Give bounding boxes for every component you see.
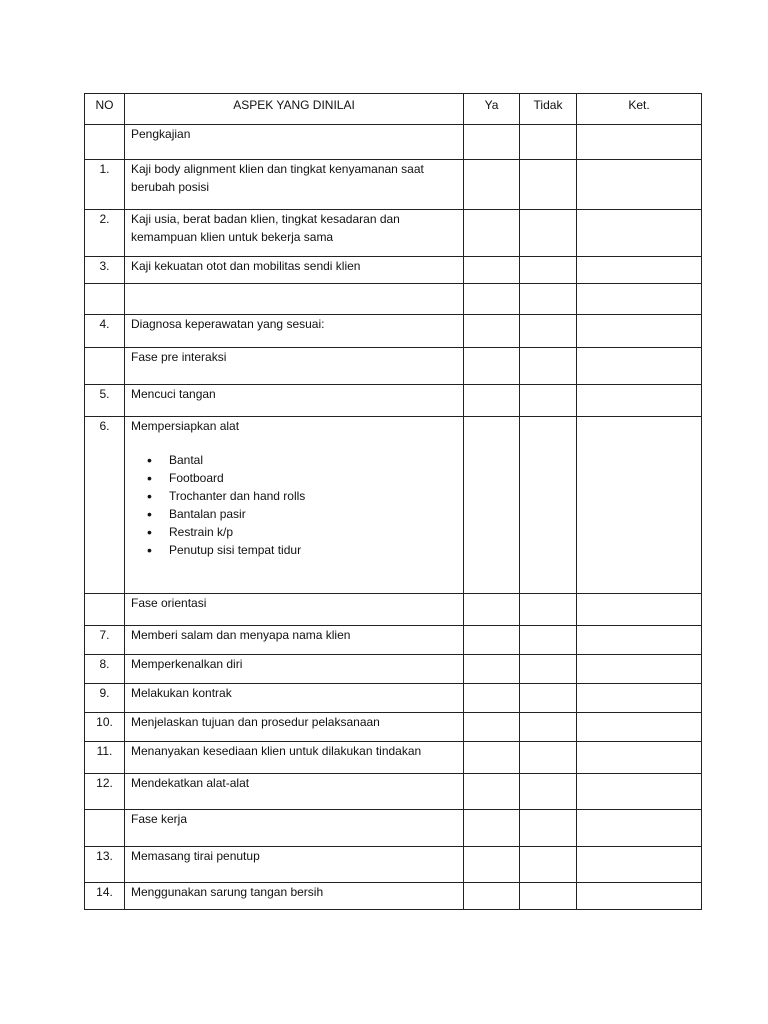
ket-cell[interactable] bbox=[577, 125, 702, 160]
ya-cell[interactable] bbox=[464, 713, 520, 742]
header-ket: Ket. bbox=[577, 94, 702, 125]
table-row bbox=[85, 594, 702, 626]
tidak-cell[interactable] bbox=[520, 125, 577, 160]
assessment-checklist-table bbox=[84, 93, 702, 910]
row-number bbox=[85, 348, 125, 385]
ya-cell[interactable] bbox=[464, 883, 520, 910]
tidak-cell[interactable] bbox=[520, 713, 577, 742]
table-row bbox=[85, 810, 702, 847]
ya-cell[interactable] bbox=[464, 684, 520, 713]
ket-cell[interactable] bbox=[577, 742, 702, 774]
table-header-row bbox=[85, 94, 702, 125]
ket-cell[interactable] bbox=[577, 655, 702, 684]
table-row bbox=[85, 655, 702, 684]
list-item: • Penutup sisi tempat tidur bbox=[169, 541, 457, 559]
aspect-cell bbox=[125, 655, 464, 684]
tidak-cell[interactable] bbox=[520, 684, 577, 713]
aspect-cell bbox=[125, 883, 464, 910]
ket-cell[interactable] bbox=[577, 348, 702, 385]
ya-cell[interactable] bbox=[464, 257, 520, 284]
ket-cell[interactable] bbox=[577, 257, 702, 284]
ya-cell[interactable] bbox=[464, 655, 520, 684]
aspect-text: Kaji kekuatan otot dan mobilitas sendi klien bbox=[131, 259, 361, 273]
table-row bbox=[85, 847, 702, 883]
aspect-cell bbox=[125, 810, 464, 847]
list-item: • Restrain k/p bbox=[169, 523, 457, 541]
ya-cell[interactable] bbox=[464, 284, 520, 315]
ya-cell[interactable] bbox=[464, 594, 520, 626]
aspect-text: Kaji usia, berat badan klien, tingkat kesadaran dan kemampuan klien untuk bekerja sama bbox=[131, 212, 400, 244]
ket-cell[interactable] bbox=[577, 594, 702, 626]
ya-cell[interactable] bbox=[464, 847, 520, 883]
aspect-cell bbox=[125, 257, 464, 284]
ya-cell[interactable] bbox=[464, 160, 520, 210]
ya-cell[interactable] bbox=[464, 385, 520, 417]
aspect-cell bbox=[125, 210, 464, 257]
row-number: 8. bbox=[85, 655, 125, 684]
aspect-cell bbox=[125, 713, 464, 742]
ya-cell[interactable] bbox=[464, 810, 520, 847]
row-number: 13. bbox=[85, 847, 125, 883]
row-number bbox=[85, 284, 125, 315]
aspect-text: Melakukan kontrak bbox=[131, 686, 232, 700]
row-number: 5. bbox=[85, 385, 125, 417]
aspect-cell bbox=[125, 125, 464, 160]
ya-cell[interactable] bbox=[464, 417, 520, 594]
row-number: 1. bbox=[85, 160, 125, 210]
aspect-text: Pengkajian bbox=[131, 127, 191, 141]
table-row bbox=[85, 348, 702, 385]
aspect-cell bbox=[125, 684, 464, 713]
table-row bbox=[85, 774, 702, 810]
ket-cell[interactable] bbox=[577, 626, 702, 655]
tidak-cell[interactable] bbox=[520, 655, 577, 684]
aspect-text: Menjelaskan tujuan dan prosedur pelaksanaan bbox=[131, 715, 380, 729]
row-number: 9. bbox=[85, 684, 125, 713]
ket-cell[interactable] bbox=[577, 160, 702, 210]
tidak-cell[interactable] bbox=[520, 385, 577, 417]
row-number: 2. bbox=[85, 210, 125, 257]
ya-cell[interactable] bbox=[464, 125, 520, 160]
list-item: • Bantalan pasir bbox=[169, 505, 457, 523]
aspect-text: Fase orientasi bbox=[131, 596, 207, 610]
table-row bbox=[85, 125, 702, 160]
ya-cell[interactable] bbox=[464, 315, 520, 348]
table-row bbox=[85, 210, 702, 257]
row-number: 4. bbox=[85, 315, 125, 348]
tidak-cell[interactable] bbox=[520, 774, 577, 810]
ket-cell[interactable] bbox=[577, 713, 702, 742]
table-row bbox=[85, 315, 702, 348]
header-no: NO bbox=[85, 94, 125, 125]
tidak-cell[interactable] bbox=[520, 257, 577, 284]
aspect-cell bbox=[125, 417, 464, 594]
aspect-text: Mencuci tangan bbox=[131, 387, 216, 401]
equipment-list bbox=[131, 451, 457, 559]
checklist-body bbox=[85, 125, 702, 910]
row-number: 7. bbox=[85, 626, 125, 655]
table-row bbox=[85, 684, 702, 713]
ya-cell[interactable] bbox=[464, 626, 520, 655]
ya-cell[interactable] bbox=[464, 348, 520, 385]
tidak-cell[interactable] bbox=[520, 594, 577, 626]
table-row bbox=[85, 713, 702, 742]
aspect-text: Menanyakan kesediaan klien untuk dilakukan tindakan bbox=[131, 744, 422, 758]
table-row bbox=[85, 883, 702, 910]
aspect-text: Fase pre interaksi bbox=[131, 350, 227, 364]
aspect-text: Kaji body alignment klien dan tingkat kenyamanan saat berubah posisi bbox=[131, 162, 424, 194]
row-number: 11. bbox=[85, 742, 125, 774]
ket-cell[interactable] bbox=[577, 210, 702, 257]
tidak-cell[interactable] bbox=[520, 417, 577, 594]
list-item: • Bantal bbox=[169, 451, 457, 469]
ya-cell[interactable] bbox=[464, 210, 520, 257]
table-row bbox=[85, 385, 702, 417]
tidak-cell[interactable] bbox=[520, 742, 577, 774]
aspect-text: Menggunakan sarung tangan bersih bbox=[131, 885, 324, 899]
header-aspek: ASPEK YANG DINILAI bbox=[125, 94, 464, 125]
tidak-cell[interactable] bbox=[520, 847, 577, 883]
aspect-cell bbox=[125, 742, 464, 774]
tidak-cell[interactable] bbox=[520, 315, 577, 348]
aspect-cell bbox=[125, 315, 464, 348]
aspect-cell bbox=[125, 626, 464, 655]
ket-cell[interactable] bbox=[577, 810, 702, 847]
header-ya: Ya bbox=[464, 94, 520, 125]
aspect-cell bbox=[125, 385, 464, 417]
ket-cell[interactable] bbox=[577, 883, 702, 910]
aspect-text: Mempersiapkan alat bbox=[131, 419, 240, 433]
table-row bbox=[85, 626, 702, 655]
ket-cell[interactable] bbox=[577, 284, 702, 315]
aspect-cell bbox=[125, 348, 464, 385]
row-number bbox=[85, 810, 125, 847]
aspect-cell bbox=[125, 284, 464, 315]
aspect-cell bbox=[125, 774, 464, 810]
ket-cell[interactable] bbox=[577, 847, 702, 883]
row-number: 3. bbox=[85, 257, 125, 284]
row-number: 10. bbox=[85, 713, 125, 742]
aspect-cell bbox=[125, 847, 464, 883]
table-row bbox=[85, 160, 702, 210]
tidak-cell[interactable] bbox=[520, 160, 577, 210]
aspect-cell bbox=[125, 160, 464, 210]
tidak-cell[interactable] bbox=[520, 210, 577, 257]
tidak-cell[interactable] bbox=[520, 348, 577, 385]
ket-cell[interactable] bbox=[577, 385, 702, 417]
ket-cell[interactable] bbox=[577, 774, 702, 810]
ket-cell[interactable] bbox=[577, 315, 702, 348]
tidak-cell[interactable] bbox=[520, 883, 577, 910]
aspect-text: Memberi salam dan menyapa nama klien bbox=[131, 628, 351, 642]
aspect-text: Memperkenalkan diri bbox=[131, 657, 243, 671]
tidak-cell[interactable] bbox=[520, 284, 577, 315]
aspect-text: Diagnosa keperawatan yang sesuai: bbox=[131, 317, 325, 331]
row-number: 14. bbox=[85, 883, 125, 910]
table-row bbox=[85, 742, 702, 774]
tidak-cell[interactable] bbox=[520, 626, 577, 655]
row-number bbox=[85, 125, 125, 160]
table-row bbox=[85, 257, 702, 284]
table-row bbox=[85, 417, 702, 594]
row-number: 6. bbox=[85, 417, 125, 594]
aspect-text: Fase kerja bbox=[131, 812, 188, 826]
header-tidak: Tidak bbox=[520, 94, 577, 125]
ket-cell[interactable] bbox=[577, 417, 702, 594]
aspect-text: Mendekatkan alat-alat bbox=[131, 776, 250, 790]
aspect-cell bbox=[125, 594, 464, 626]
ket-cell[interactable] bbox=[577, 684, 702, 713]
aspect-text: Memasang tirai penutup bbox=[131, 849, 260, 863]
row-number bbox=[85, 594, 125, 626]
ya-cell[interactable] bbox=[464, 774, 520, 810]
table-row bbox=[85, 284, 702, 315]
row-number: 12. bbox=[85, 774, 125, 810]
tidak-cell[interactable] bbox=[520, 810, 577, 847]
ya-cell[interactable] bbox=[464, 742, 520, 774]
list-item: • Footboard bbox=[169, 469, 457, 487]
list-item: • Trochanter dan hand rolls bbox=[169, 487, 457, 505]
